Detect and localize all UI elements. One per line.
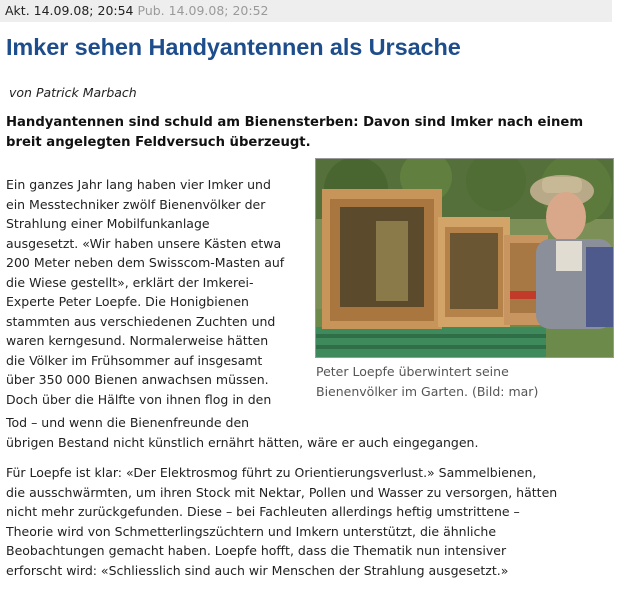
paragraph-line: Beobachtungen gemacht haben. Loepfe hofft, dass die Thematik nun intensiver	[6, 543, 507, 558]
body-line: 200 Meter neben dem Swisscom-Masten auf	[6, 255, 285, 270]
body-line: ausgesetzt. «Wir haben unsere Kästen etwa	[6, 235, 282, 251]
body-line: Ein ganzes Jahr lang haben vier Imker und	[6, 177, 271, 192]
article-body-column	[6, 175, 307, 409]
body-line: stammten aus verschiedenen Zuchten und	[6, 313, 276, 329]
body-line: Tod – und wenn die Bienenfreunde den	[6, 415, 250, 430]
caption-line: Bienenvölker im Garten. (Bild: mar)	[316, 384, 539, 399]
paragraph-line: die ausschwärmten, um ihren Stock mit Nektar, Pollen und Wasser zu versorgen, hätten	[6, 484, 558, 500]
paragraph-line: erforscht wird: «Schliesslich sind auch wir Menschen der Strahlung ausgesetzt.»	[6, 562, 509, 578]
article-paragraph-2	[6, 463, 612, 580]
body-line: über 350 000 Bienen anwachsen müssen.	[6, 372, 269, 387]
article-meta-bar	[0, 0, 612, 22]
body-line: Experte Peter Loepfe. Die Honigbienen	[6, 294, 249, 309]
article-headline: Imker sehen Handyantennen als Ursache	[6, 34, 461, 60]
paragraph-line: nicht mehr zurückgefunden. Diese – bei Fachleuten allerdings heftig umstrittene –	[6, 504, 520, 519]
body-line: Strahlung einer Mobilfunkanlage	[6, 216, 210, 231]
article-lead: Handyantennen sind schuld am Bienensterben: Davon sind Imker nach einem breit angelegten Feldversuch überzeugt.	[6, 115, 584, 150]
body-line: übrigen Bestand nicht künstlich ernährt hätten, wäre er auch eingegangen.	[6, 434, 479, 450]
paragraph-line: Für Loepfe ist klar: «Der Elektrosmog führt zu Orientierungsverlust.» Sammelbienen,	[6, 465, 537, 480]
article-photo[interactable]	[315, 158, 614, 358]
published-timestamp: Pub. 14.09.08; 20:52	[137, 3, 269, 18]
paragraph-line: Theorie wird von Schmetterlingszüchtern und Imkern unterstützt, die ähnliche	[6, 523, 497, 539]
body-line: ein Messtechniker zwölf Bienenvölker der	[6, 196, 266, 212]
article-byline: von Patrick Marbach	[9, 85, 137, 100]
photo-caption	[316, 362, 611, 402]
updated-timestamp: Akt. 14.09.08; 20:54	[5, 3, 134, 18]
body-line: die Völker im Frühsommer auf insgesamt	[6, 352, 263, 368]
caption-line: Peter Loepfe überwintert seine	[316, 364, 509, 379]
body-line: Doch über die Hälfte von ihnen flog in den	[6, 391, 272, 407]
body-line: die Wiese gestellt», erklärt der Imkerei-	[6, 274, 254, 290]
article-body-continuation	[6, 413, 606, 452]
body-line: waren kerngesund. Normalerweise hätten	[6, 333, 269, 348]
beekeeper-photo-illustration	[316, 159, 613, 357]
